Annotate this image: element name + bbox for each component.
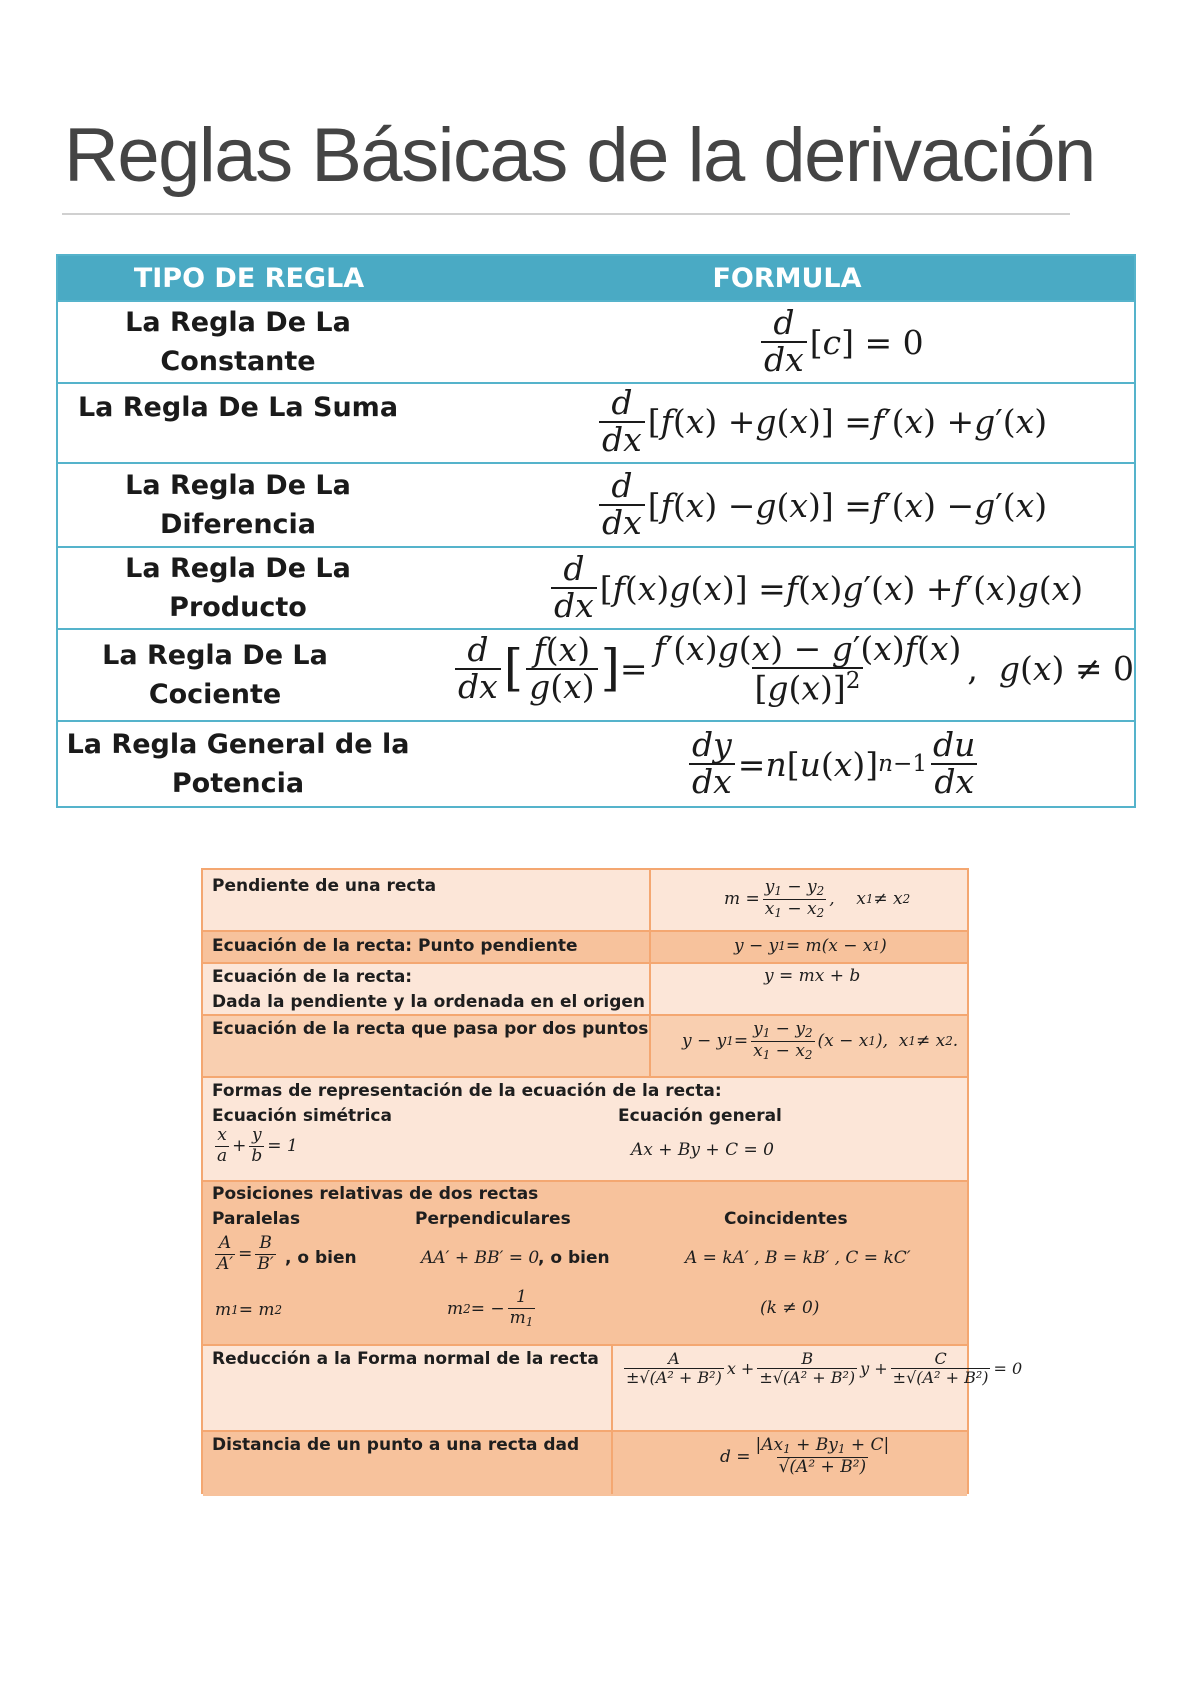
table-row bbox=[58, 462, 1134, 546]
formula-perpendiculares-pendiente: m 2 = − $\frac{1}{m1}$ bbox=[447, 1287, 534, 1329]
rule-formula: $\frac{d}{dx}$ [ $\frac{f(x)}{g(x)}$ ] = $\frac{f'(x)g(x) - g'(x)f(x)}{[g(x)]^2}$ , g ( x ) ≠ 0 bbox=[372, 630, 1134, 706]
formula-paralelas: $\frac{A}{A'}$ = $\frac{B}{B'}$ bbox=[217, 1233, 274, 1274]
label-formas: Formas de representación de la ecuación de la recta: bbox=[212, 1081, 722, 1101]
label-pendiente-ordenada-2: Dada la pendiente y la ordenada en el origen bbox=[212, 992, 645, 1012]
rule-name: La Regla General de la Potencia bbox=[66, 729, 410, 799]
label-paralelas: Paralelas bbox=[212, 1209, 301, 1229]
col-header-rule: TIPO DE REGLA bbox=[133, 262, 365, 294]
label-dos-puntos: Ecuación de la recta que pasa por dos puntos bbox=[212, 1019, 649, 1039]
line-equations-table bbox=[201, 868, 1023, 1494]
formula-pendiente-ordenada: y = mx + b bbox=[764, 966, 861, 986]
label-pendiente: Pendiente de una recta bbox=[212, 876, 437, 896]
rule-formula: $\frac{d}{dx}$ [ f ( x ) − g ( x )] = f ′( x ) − g ′( x ) bbox=[418, 469, 1134, 540]
label-o-bien-2: , o bien bbox=[538, 1248, 610, 1268]
label-pendiente-ordenada: Ecuación de la recta: bbox=[212, 967, 413, 987]
label-simetrica: Ecuación simétrica bbox=[212, 1106, 392, 1126]
formula-perpendiculares: AA′ + BB′ = 0 bbox=[421, 1248, 540, 1268]
column-divider bbox=[611, 1344, 613, 1494]
formula-distancia: d = $\frac{|Ax1 + By1 + C|}{\text{√(A² + B²)}}$ bbox=[720, 1435, 890, 1477]
formula-dos-puntos: y − y 1 = $\frac{y1 - y2}{x1 - x2}$ (x − x 1 ), x 1 ≠ x 2 . bbox=[682, 1019, 959, 1062]
table-row bbox=[58, 720, 1134, 806]
rule-formula: $\frac{d}{dx}$ [ f ( x ) + g ( x )] = f ′( x ) + g ′( x ) bbox=[418, 384, 1134, 457]
rule-name: La Regla De La Cociente bbox=[102, 640, 328, 710]
formula-punto-pendiente: y − y 1 = m(x − x 1 ) bbox=[734, 936, 887, 956]
rule-formula: $\frac{d}{dx}$ [ c ] = 0 bbox=[418, 306, 1134, 377]
title-divider bbox=[62, 213, 1070, 215]
formula-k-cond: (k ≠ 0) bbox=[760, 1298, 820, 1318]
table-row bbox=[58, 546, 1134, 628]
col-header-formula: FORMULA bbox=[712, 262, 862, 294]
formula-forma-normal: $\frac{A}{\text{±√(A² + B²)}}$ x + $\frac{B}{\text{±√(A² + B²)}}$ y + $\frac{C}{\text{±√(A² + B²)}}$ = 0 bbox=[626, 1349, 1023, 1388]
rule-formula: $\frac{dy}{dx}$ = n [ u ( x )] n−1 $\frac{du}{dx}$ bbox=[418, 728, 1134, 799]
page-title: Reglas Básicas de la derivación bbox=[64, 113, 1095, 198]
formula-simetrica: $\frac{x}{a}$ + $\frac{y}{b}$ = 1 bbox=[217, 1125, 298, 1166]
derivative-rules-table bbox=[56, 254, 1136, 808]
table-header bbox=[58, 256, 1134, 300]
label-coincidentes: Coincidentes bbox=[724, 1209, 848, 1229]
formula-paralelas-pendiente: m 1 = m 2 bbox=[215, 1300, 283, 1320]
rule-name: La Regla De La Suma bbox=[77, 392, 399, 423]
table-row bbox=[58, 628, 1134, 720]
label-forma-normal: Reducción a la Forma normal de la recta bbox=[212, 1349, 599, 1369]
label-perpendiculares: Perpendiculares bbox=[415, 1209, 571, 1229]
rule-name: La Regla De La Producto bbox=[125, 553, 351, 623]
table-row bbox=[58, 300, 1134, 382]
column-divider bbox=[649, 870, 651, 1076]
rule-name: La Regla De La Diferencia bbox=[125, 470, 351, 540]
rule-name: La Regla De La Constante bbox=[125, 307, 351, 377]
formula-coincidentes: A = kA′ , B = kB′ , C = kC′ bbox=[685, 1248, 911, 1268]
formula-pendiente: m = $\frac{y1 - y2}{x1 - x2}$ , x 1 ≠ x 2 bbox=[724, 877, 911, 920]
label-posiciones: Posiciones relativas de dos rectas bbox=[212, 1184, 539, 1204]
label-distancia: Distancia de un punto a una recta dad bbox=[212, 1435, 580, 1455]
table-row bbox=[58, 382, 1134, 462]
label-o-bien-1: , o bien bbox=[285, 1248, 357, 1268]
formula-general: Ax + By + C = 0 bbox=[631, 1140, 774, 1160]
rule-formula: $\frac{d}{dx}$ [ f ( x ) g ( x )] = f ( x ) g ′( x ) + f ′( x ) g ( x ) bbox=[418, 552, 1134, 623]
label-general: Ecuación general bbox=[618, 1106, 782, 1126]
label-punto-pendiente: Ecuación de la recta: Punto pendiente bbox=[212, 936, 578, 956]
